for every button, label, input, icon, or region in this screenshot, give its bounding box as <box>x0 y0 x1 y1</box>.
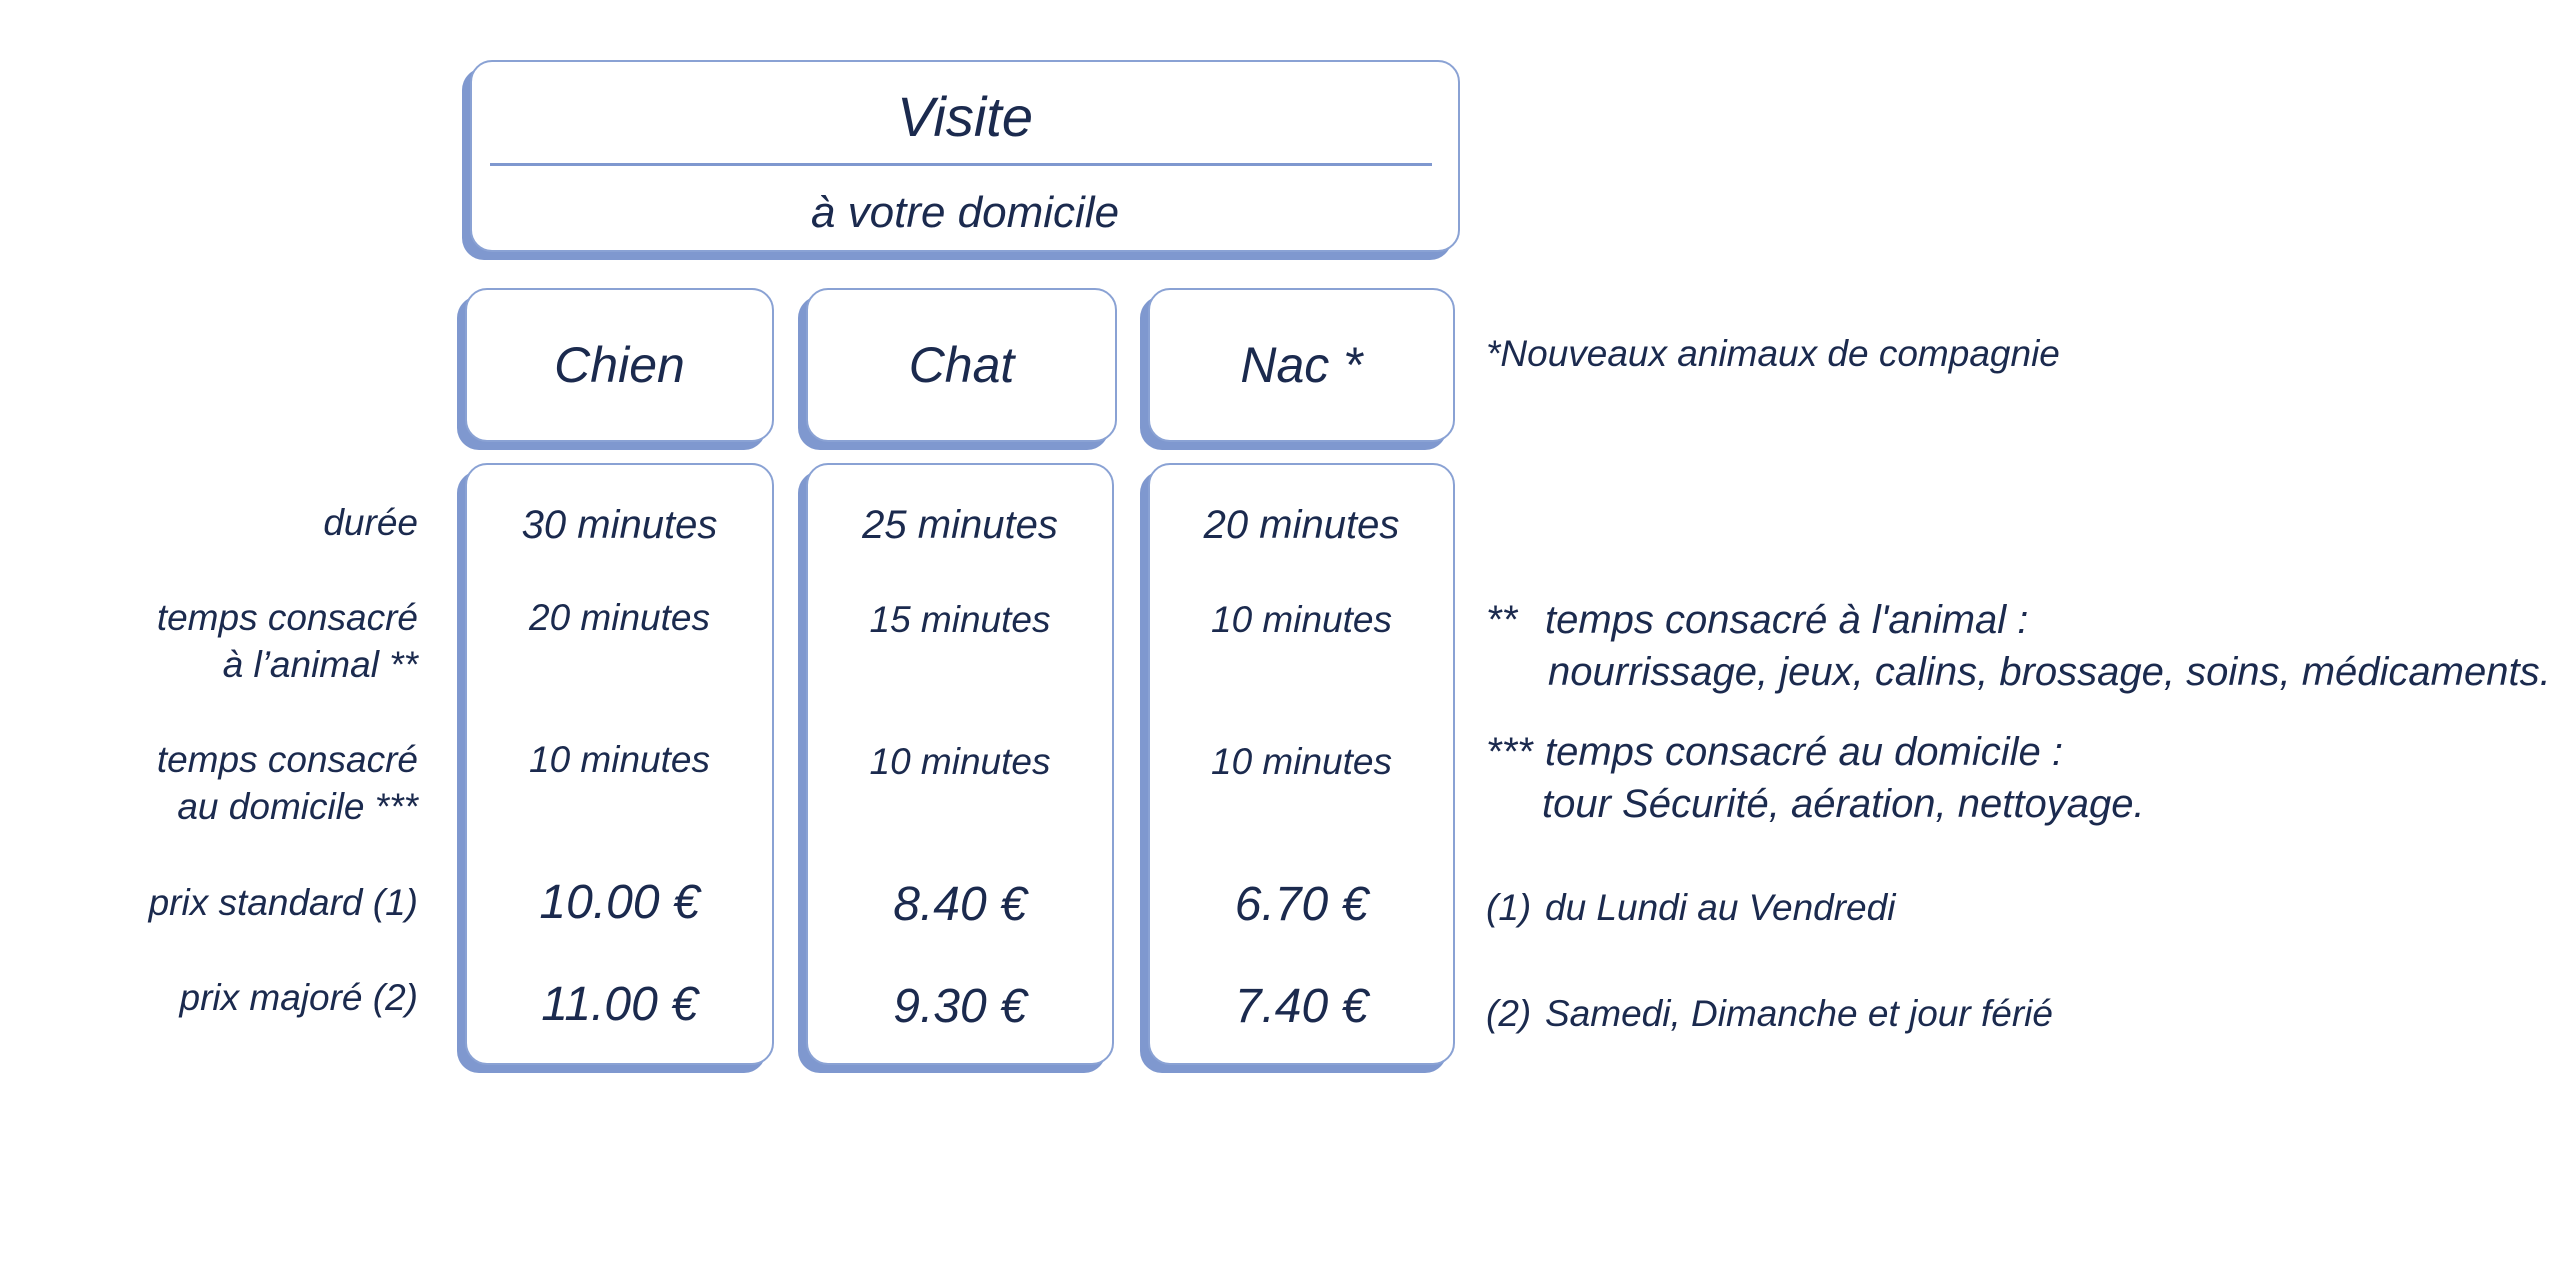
column-chien <box>465 463 774 1065</box>
cell-prix-standard: 8.40 € <box>893 878 1027 931</box>
note-domicile-marker: *** <box>1486 730 1533 774</box>
column-header-label: Chat <box>908 337 1015 393</box>
cell-temps-animal: 10 minutes <box>1211 599 1392 640</box>
note-standard-marker: (1) <box>1486 887 1532 928</box>
cell-temps-animal: 20 minutes <box>529 597 710 638</box>
cell-duree: 30 minutes <box>521 503 718 547</box>
cell-duree: 20 minutes <box>1203 503 1400 547</box>
cell-prix-majore: 9.30 € <box>893 980 1027 1033</box>
column-header-label: Nac * <box>1240 337 1363 393</box>
row-label-temps-animal-1: temps consacré <box>156 597 418 638</box>
cell-temps-domicile: 10 minutes <box>529 739 710 780</box>
cell-prix-majore: 11.00 € <box>541 978 698 1031</box>
cell-temps-domicile: 10 minutes <box>1211 741 1392 782</box>
cell-temps-animal: 15 minutes <box>869 599 1051 640</box>
column-header-nac <box>1148 288 1455 442</box>
note-majore-text: Samedi, Dimanche et jour férié <box>1545 993 2053 1034</box>
note-domicile-line2: tour Sécurité, aération, nettoyage. <box>1542 782 2145 826</box>
row-label-prix-majore: prix majoré (2) <box>179 977 418 1018</box>
cell-prix-majore: 7.40 € <box>1234 980 1369 1033</box>
column-header-chat <box>806 288 1117 442</box>
column-header-chien <box>465 288 774 442</box>
title-card <box>470 60 1460 252</box>
row-label-prix-standard: prix standard (1) <box>148 882 418 923</box>
note-majore-marker: (2) <box>1486 993 1532 1034</box>
note-animal-marker: ** <box>1486 598 1518 642</box>
title-divider <box>490 163 1432 166</box>
column-nac <box>1148 463 1455 1065</box>
note-standard-text: du Lundi au Vendredi <box>1545 887 1896 928</box>
footnote-nac: *Nouveaux animaux de compagnie <box>1486 333 2060 374</box>
note-domicile-line1: temps consacré au domicile : <box>1545 730 2064 774</box>
row-label-temps-domicile-2: au domicile *** <box>177 786 418 827</box>
cell-temps-domicile: 10 minutes <box>869 741 1051 782</box>
cell-prix-standard: 6.70 € <box>1234 878 1369 931</box>
cell-duree: 25 minutes <box>862 503 1058 547</box>
column-header-label: Chien <box>554 337 685 393</box>
note-animal-line2: nourrissage, jeux, calins, brossage, soins, médicaments. <box>1548 650 2551 694</box>
row-label-temps-domicile-1: temps consacré <box>156 739 418 780</box>
page-title: Visite <box>897 85 1033 148</box>
row-label-duree: durée <box>323 502 418 543</box>
column-chat <box>806 463 1114 1065</box>
page-subtitle: à votre domicile <box>810 188 1120 237</box>
cell-prix-standard: 10.00 € <box>539 876 700 929</box>
row-label-temps-animal-2: à l’animal ** <box>222 644 418 685</box>
note-animal-line1: temps consacré à l'animal : <box>1545 598 2029 642</box>
